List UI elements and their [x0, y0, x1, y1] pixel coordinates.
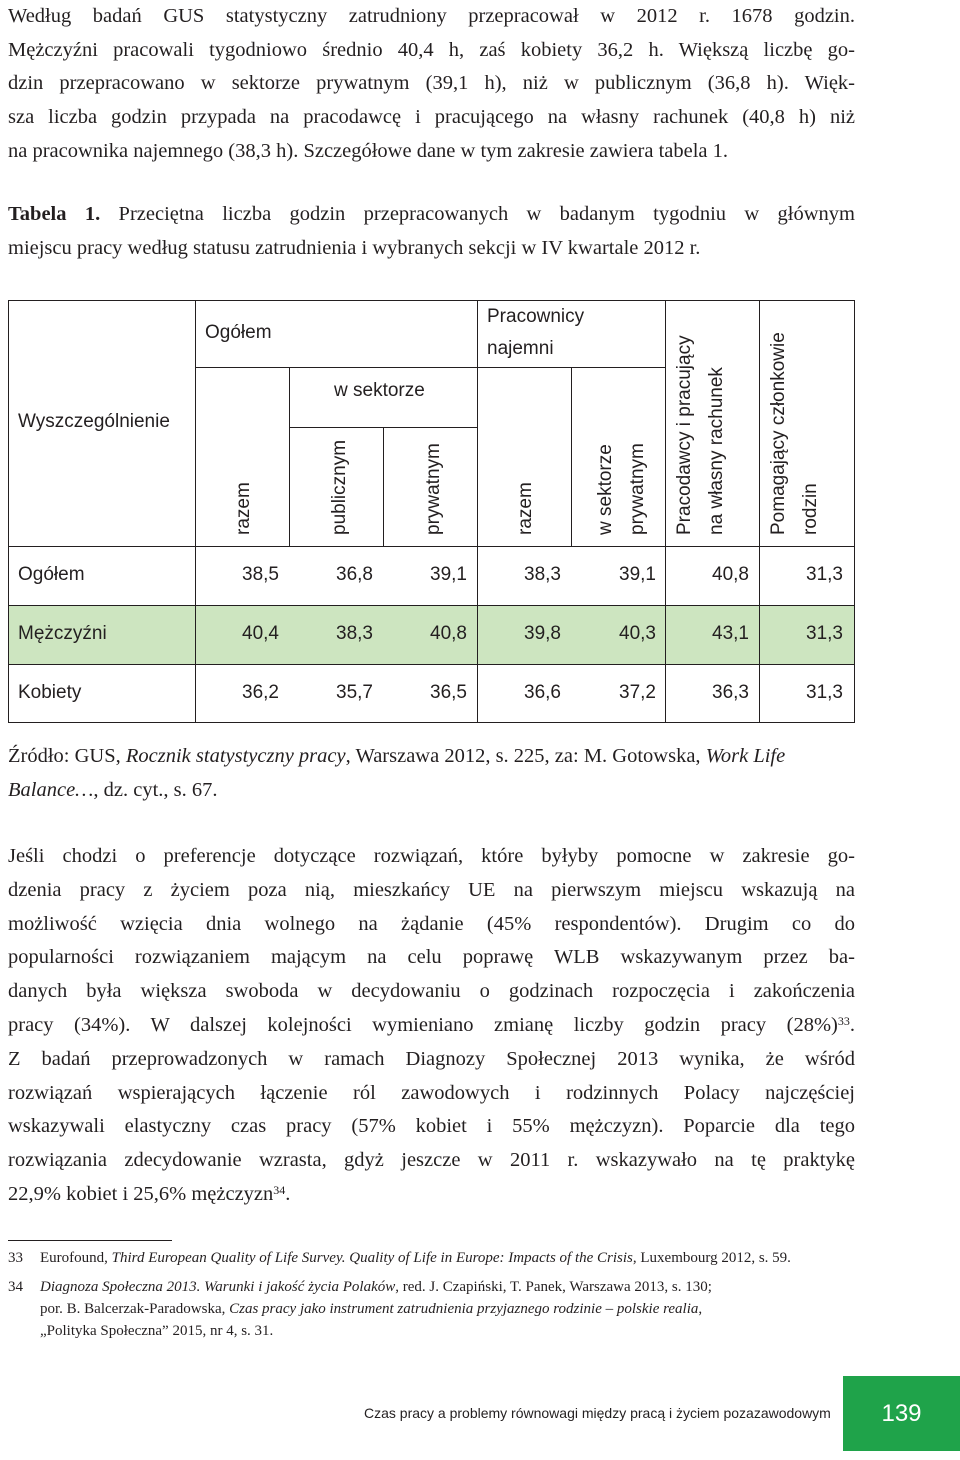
table-cell: 36,8 — [336, 564, 373, 585]
intro-line: Według badań GUS statystyczny zatrudniony przepracował w 2012 r. 1678 godzin. — [8, 5, 855, 27]
header-pracodawcy: Pracodawcy i pracujący — [674, 335, 695, 535]
header-w-sektorze-vertical: w sektorze — [595, 444, 616, 535]
source-suffix: , dz. cyt., s. 67. — [93, 778, 218, 801]
body-line: danych była większa swoboda w decydowaniu o godzinach rozpoczęcia i zakończenia — [8, 980, 855, 1003]
table-cell: 39,1 — [619, 564, 656, 585]
footnote-ref-33[interactable]: 33 — [837, 1013, 850, 1028]
footnote-rest: , red. J. Czapiński, T. Panek, Warszawa 2013, s. 130; — [395, 1279, 712, 1295]
body-line-text: 22,9% kobiet i 25,6% mężczyzn — [8, 1182, 274, 1205]
footnote-number: 34 — [8, 1279, 23, 1295]
source-line — [8, 740, 855, 774]
footnote-34-line-2 — [40, 1301, 702, 1318]
table-cell: 36,5 — [430, 682, 467, 703]
body-line: rozwiązania zdecydowanie wzrasta, gdyż jeszcze w 2011 r. wskazywało na tę praktykę — [8, 1149, 855, 1172]
header-prywatnym-najemni: prywatnym — [627, 443, 648, 535]
table-cell: 36,3 — [712, 682, 749, 703]
intro-line: sza liczba godzin przypada na pracodawcę i pracującego na własny rachunek (40,8 h) niż — [8, 106, 855, 129]
header-wlasny-rachunek: na własny rachunek — [706, 367, 727, 535]
footnote-author: Eurofound, — [40, 1250, 112, 1266]
footnote-number: 33 — [8, 1250, 23, 1266]
table-cell: 40,8 — [712, 564, 749, 585]
caption-text: Przeciętna liczba godzin przepracowanych w badanym tygodniu w głównym — [100, 203, 855, 225]
table-cell: 31,3 — [806, 623, 843, 644]
table-cell: 38,3 — [524, 564, 561, 585]
table-cell: 39,8 — [524, 623, 561, 644]
page-number: 139 — [843, 1376, 960, 1451]
header-pracownicy: Pracownicy — [487, 306, 585, 327]
table-cell: 43,1 — [712, 623, 749, 644]
header-prywatnym: prywatnym — [423, 443, 444, 535]
table-cell: 31,3 — [806, 564, 843, 585]
body-line: wskazywali elastyczny czas pracy (57% kobiet i 55% mężczyzn). Poparcie dla tego — [8, 1115, 855, 1138]
source-title: Rocznik statystyczny pracy — [125, 745, 346, 767]
row-label-mezczyzni: Mężczyźni — [18, 623, 107, 644]
table-cell: 39,1 — [430, 564, 467, 585]
source-middle: , Warszawa 2012, s. 225, za: M. Gotowska, — [345, 745, 706, 767]
table-cell: 31,3 — [806, 682, 843, 703]
footnote-33 — [40, 1250, 791, 1267]
caption-line — [8, 197, 855, 231]
header-w-sektorze: w sektorze — [334, 380, 425, 401]
footnote-34 — [40, 1279, 712, 1296]
intro-line: na pracownika najemnego (38,3 h). Szczegółowe dane w tym zakresie zawiera tabela 1. — [8, 139, 729, 162]
body-line: możliwość wzięcia dnia wolnego na żądanie (45% respondentów). Drugim co do — [8, 912, 855, 935]
body-line: popularności rozwiązaniem mającym na celu poprawę WLB wskazywanym przez ba- — [8, 946, 855, 969]
caption-line: miejscu pracy według statusu zatrudnienia i wybranych sekcji w IV kwartale 2012 r. — [8, 237, 701, 259]
table-cell: 38,5 — [242, 564, 279, 585]
table-cell: 38,3 — [336, 623, 373, 644]
table-cell: 40,3 — [619, 623, 656, 644]
caption-label: Tabela 1. — [8, 203, 101, 225]
footnote-34-line-3: „Polityka Społeczna” 2015, nr 4, s. 31. — [40, 1323, 274, 1339]
data-table — [8, 300, 855, 723]
table-caption — [8, 197, 855, 265]
footnote-title: Diagnoza Społeczna 2013. Warunki i jakość życia Polaków — [40, 1279, 396, 1295]
table-cell: 40,8 — [430, 623, 467, 644]
footnote-ref-34[interactable]: 34 — [273, 1182, 286, 1197]
row-label-kobiety: Kobiety — [18, 682, 82, 703]
footnote-title: Czas pracy jako instrument zatrudnienia przyjaznego rodzinie – polskie realia — [229, 1301, 699, 1317]
source-prefix: Źródło: GUS, — [8, 745, 126, 767]
header-rodzin: rodzin — [800, 483, 821, 535]
footnote-rule — [8, 1240, 172, 1241]
body-line — [8, 1178, 855, 1212]
body-line: Jeśli chodzi o preferencje dotyczące rozwiązań, które byłyby pomocne w zakresie go- — [8, 845, 855, 867]
footnote-title: Third European Quality of Life Survey. Quality of Life in Europe: Impacts of the Crisis — [111, 1250, 633, 1266]
body-line — [8, 1009, 855, 1043]
header-pomagajacy: Pomagający członkowie — [768, 332, 789, 535]
body-line: rozwiązań wspierających łączenie ról zawodowych i rodzinnych Polacy najczęściej — [8, 1081, 855, 1104]
running-footer-title: Czas pracy a problemy równowagi między pracą i życiem pozazawodowym — [364, 1405, 831, 1421]
footnote-text: , — [698, 1301, 703, 1317]
body-paragraph — [8, 840, 855, 1212]
header-razem-najemni: razem — [515, 482, 536, 535]
intro-paragraph — [8, 0, 855, 168]
table-cell: 36,6 — [524, 682, 561, 703]
table-cell: 36,2 — [242, 682, 279, 703]
intro-line: Mężczyźni pracowali tygodniowo średnio 40,4 h, zaś kobiety 36,2 h. Większą liczbę go- — [8, 38, 855, 61]
body-line-text: pracy (34%). W dalszej kolejności wymieniano zmianę liczby godzin pracy (28%) — [8, 1013, 838, 1036]
body-line: Z badań przeprowadzonych w ramach Diagnozy Społecznej 2013 wynika, że wśród — [8, 1047, 855, 1070]
table-source — [8, 740, 855, 807]
source-title-2: Work Life — [705, 745, 786, 767]
row-label-ogolem: Ogółem — [18, 564, 85, 585]
body-line: dzenia pracy z życiem poza nią, mieszkańcy UE na pierwszym miejscu wskazują na — [8, 878, 855, 901]
body-dot: . — [849, 1013, 855, 1036]
header-ogolem: Ogółem — [205, 322, 272, 343]
header-wyszczegolnienie: Wyszczególnienie — [18, 411, 170, 432]
footnote-rest: , Luxembourg 2012, s. 59. — [632, 1250, 791, 1266]
source-line — [8, 774, 855, 808]
header-razem: razem — [233, 482, 254, 535]
intro-line: dzin przepracowano w sektorze prywatnym (39,1 h), niż w publicznym (36,8 h). Więk- — [8, 72, 855, 95]
source-title-2-cont: Balance… — [8, 778, 94, 801]
table-cell: 37,2 — [619, 682, 656, 703]
table-cell: 40,4 — [242, 623, 279, 644]
header-najemni: najemni — [487, 338, 554, 359]
body-dot: . — [285, 1182, 291, 1205]
table-cell: 35,7 — [336, 682, 373, 703]
header-publicznym: publicznym — [329, 439, 350, 535]
footnote-text: por. B. Balcerzak-Paradowska, — [40, 1301, 230, 1317]
